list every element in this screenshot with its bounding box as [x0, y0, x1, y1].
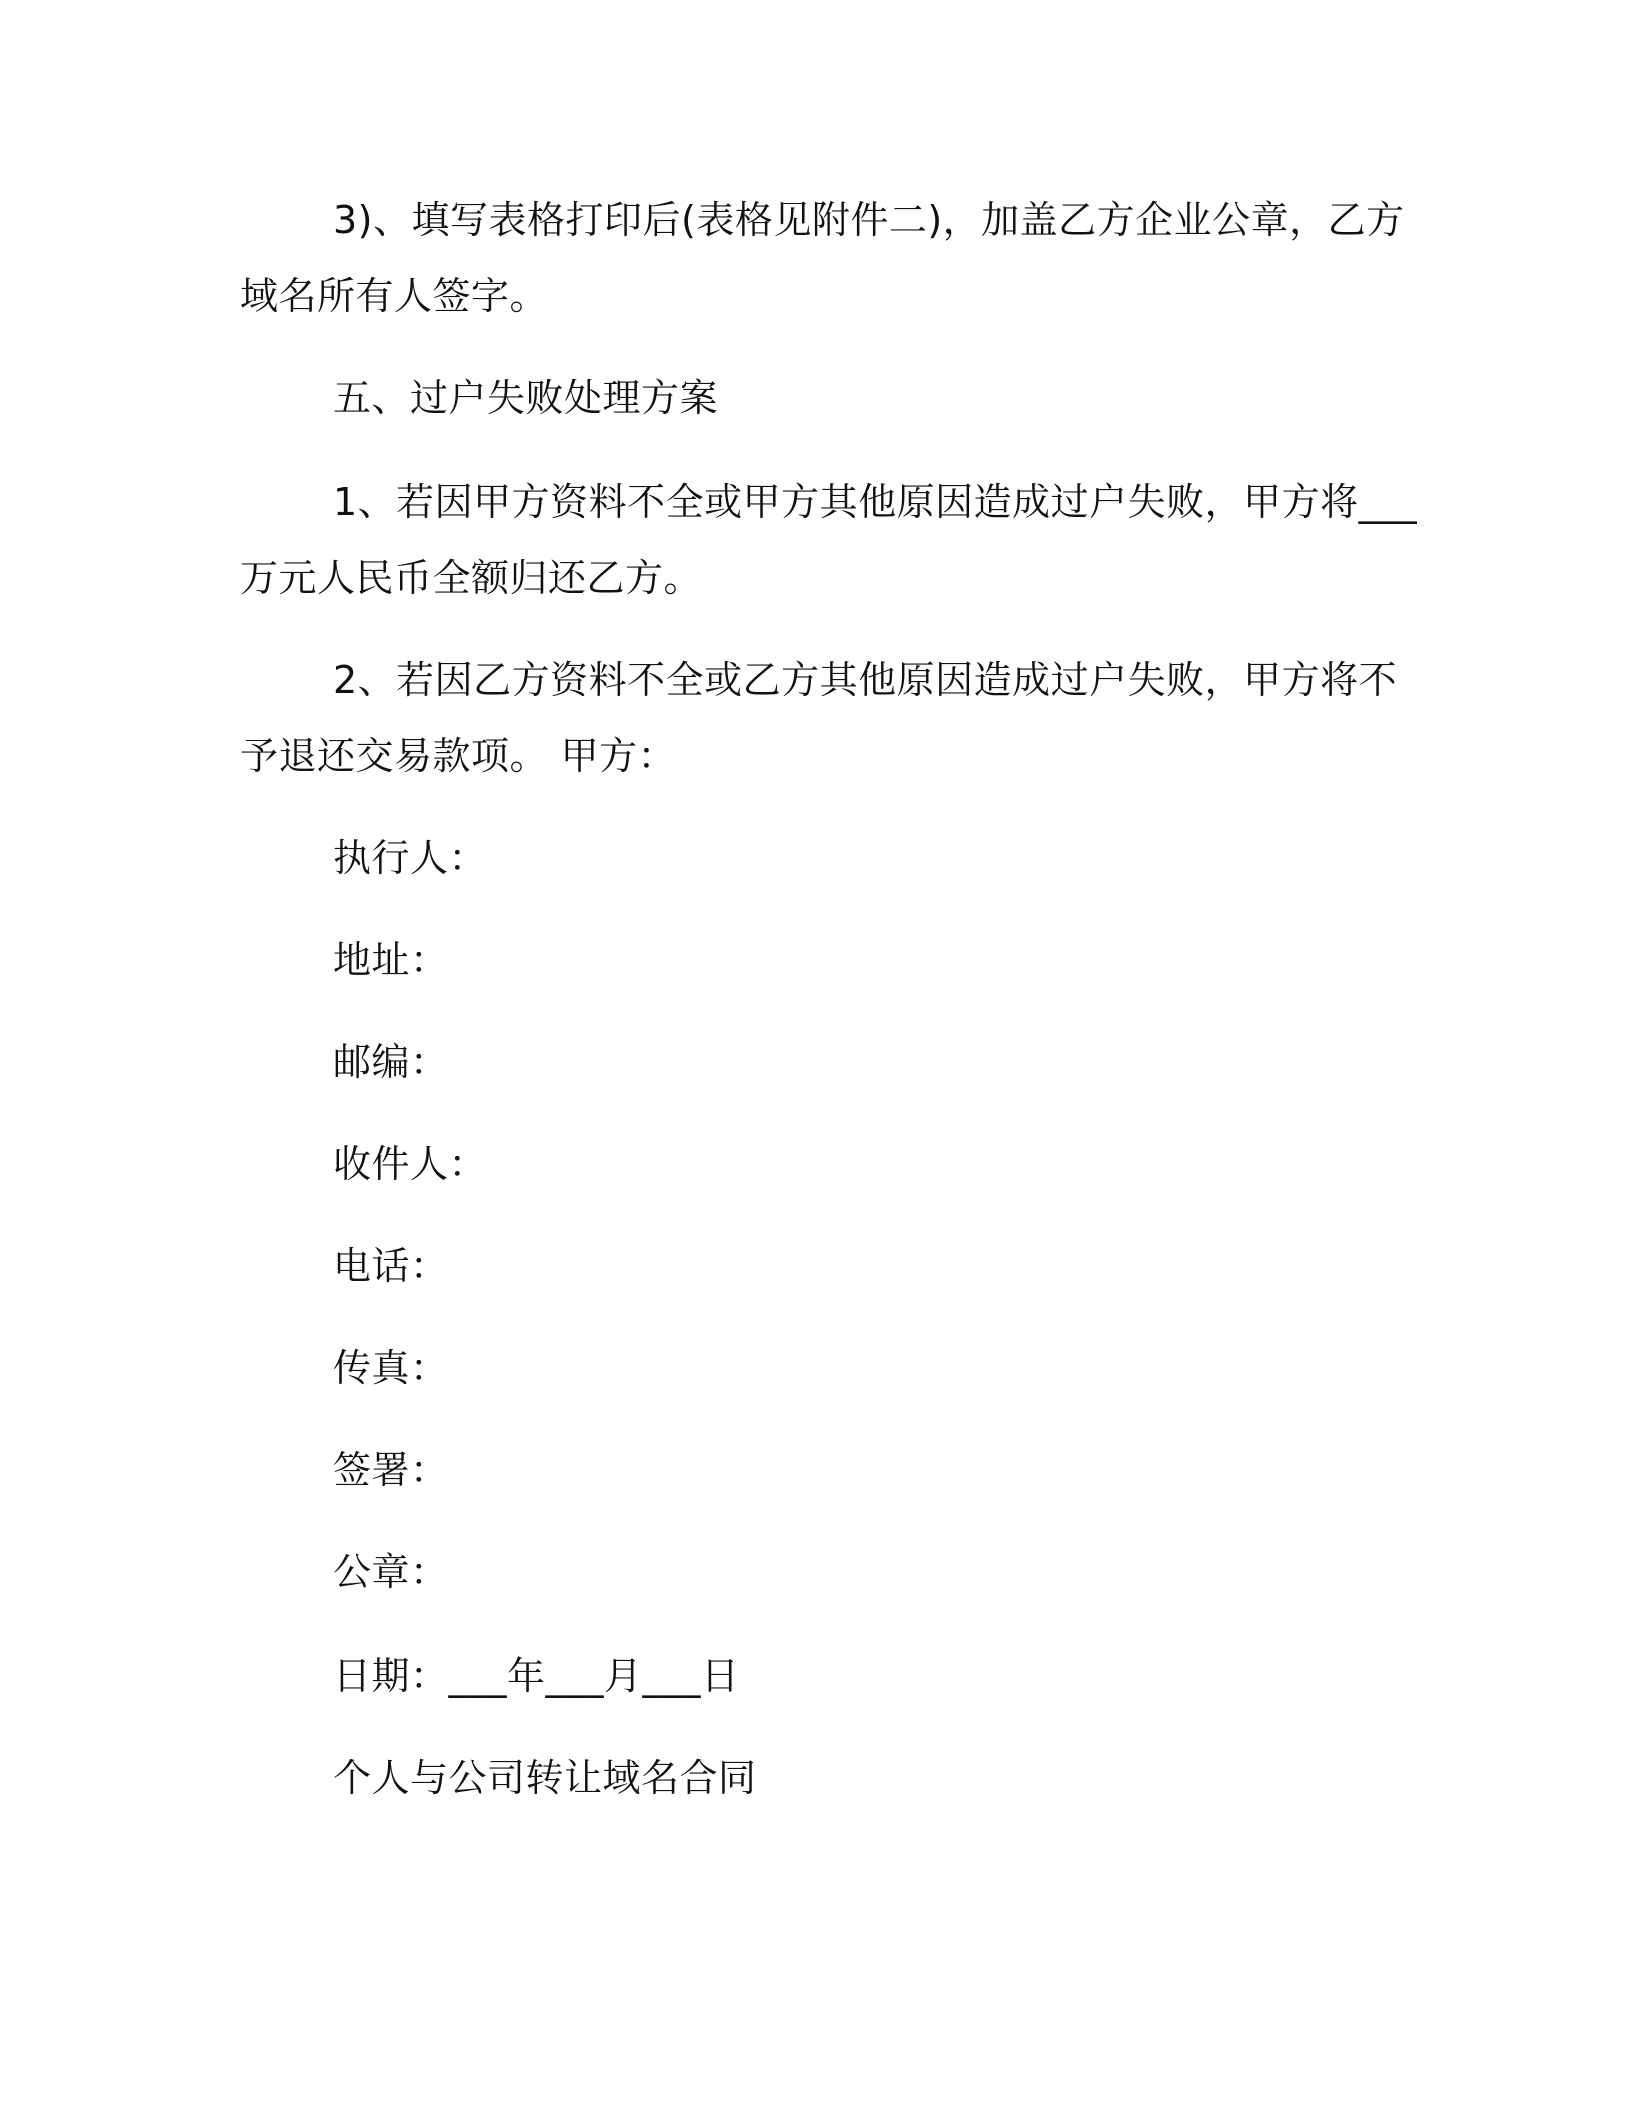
contract-title: 个人与公司转让域名合同 [333, 1756, 757, 1800]
postcode-label: 邮编： [333, 1040, 449, 1084]
date-label: 日期：___年___月___日 [333, 1654, 740, 1698]
failure-clause-2-line-1: 2、若因乙方资料不全或乙方其他原因造成过户失败，甲方将不 [333, 658, 1398, 702]
failure-clause-1-line-1: 1、若因甲方资料不全或甲方其他原因造成过户失败，甲方将___ [333, 480, 1418, 524]
recipient-label: 收件人： [333, 1142, 488, 1186]
clause-3-line-2: 域名所有人签字。 [240, 274, 549, 318]
failure-clause-1-line-2: 万元人民币全额归还乙方。 [240, 556, 703, 600]
fax-label: 传真： [333, 1346, 449, 1390]
phone-label: 电话： [333, 1244, 449, 1288]
section-5-heading: 五、过户失败处理方案 [333, 376, 719, 420]
clause-3-line-1: 3)、填写表格打印后(表格见附件二)，加盖乙方企业公章，乙方 [333, 198, 1405, 242]
address-label: 地址： [333, 938, 449, 982]
official-seal-label: 公章： [333, 1550, 449, 1594]
executor-label: 执行人： [333, 836, 488, 880]
signature-label: 签署： [333, 1448, 449, 1492]
failure-clause-2-line-2: 予退还交易款项。 甲方： [240, 734, 677, 778]
